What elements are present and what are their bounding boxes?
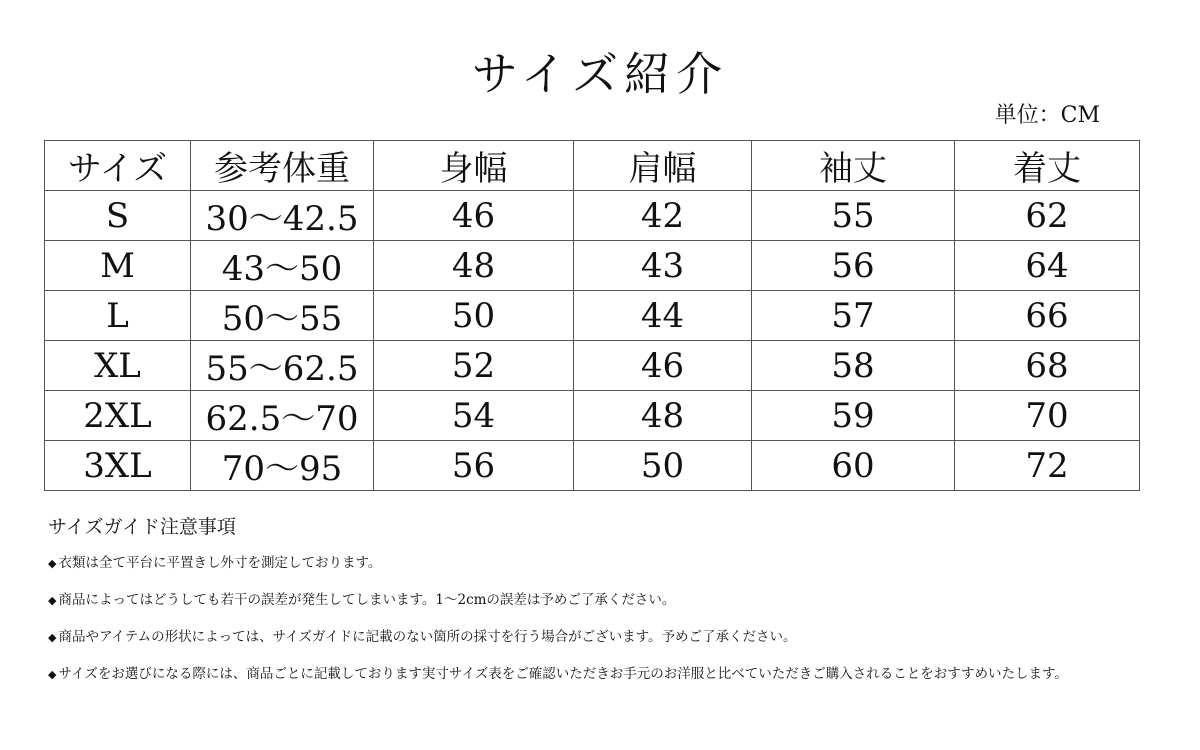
cell-sleeve-length: 57 xyxy=(752,291,955,341)
cell-sleeve-length: 58 xyxy=(752,341,955,391)
size-table xyxy=(44,140,1140,491)
diamond-bullet-icon: ◆ xyxy=(48,668,57,681)
header-total-length: 着丈 xyxy=(955,141,1140,191)
cell-weight: 70～95 xyxy=(191,441,374,491)
cell-sleeve-length: 59 xyxy=(752,391,955,441)
cell-body-width: 46 xyxy=(374,191,574,241)
cell-body-width: 54 xyxy=(374,391,574,441)
cell-total-length: 70 xyxy=(955,391,1140,441)
cell-sleeve-length: 56 xyxy=(752,241,955,291)
cell-weight: 55～62.5 xyxy=(191,341,374,391)
cell-total-length: 66 xyxy=(955,291,1140,341)
note-text: 商品やアイテムの形状によっては、サイズガイドに記載のない箇所の採寸を行う場合がございます。予めご了承ください。 xyxy=(58,629,797,645)
table-row xyxy=(45,391,1140,441)
cell-size: L xyxy=(45,291,191,341)
table-header-row xyxy=(45,141,1140,191)
cell-body-width: 48 xyxy=(374,241,574,291)
header-shoulder-width: 肩幅 xyxy=(574,141,752,191)
note-item xyxy=(48,553,1158,574)
note-text: 商品によってはどうしても若干の誤差が発生してしまいます。1～2cmの誤差は予めご了承ください。 xyxy=(58,592,676,608)
cell-size: M xyxy=(45,241,191,291)
cell-sleeve-length: 60 xyxy=(752,441,955,491)
cell-size: 2XL xyxy=(45,391,191,441)
size-guide-notes xyxy=(48,512,1158,701)
header-body-width: 身幅 xyxy=(374,141,574,191)
note-text: 衣類は全て平台に平置きし外寸を測定しております。 xyxy=(58,555,382,571)
table-row xyxy=(45,241,1140,291)
cell-shoulder-width: 50 xyxy=(574,441,752,491)
cell-weight: 62.5～70 xyxy=(191,391,374,441)
note-item xyxy=(48,664,1158,685)
table-row xyxy=(45,191,1140,241)
header-size: サイズ xyxy=(45,141,191,191)
cell-total-length: 68 xyxy=(955,341,1140,391)
cell-body-width: 52 xyxy=(374,341,574,391)
cell-size: 3XL xyxy=(45,441,191,491)
cell-body-width: 50 xyxy=(374,291,574,341)
cell-weight: 30～42.5 xyxy=(191,191,374,241)
cell-shoulder-width: 48 xyxy=(574,391,752,441)
cell-total-length: 64 xyxy=(955,241,1140,291)
cell-weight: 43～50 xyxy=(191,241,374,291)
cell-shoulder-width: 44 xyxy=(574,291,752,341)
cell-shoulder-width: 46 xyxy=(574,341,752,391)
note-text: サイズをお選びになる際には、商品ごとに記載しております実寸サイズ表をご確認いただきお手元のお洋服と比べていただきご購入されることをおすすめいたします。 xyxy=(58,666,1068,682)
header-weight: 参考体重 xyxy=(191,141,374,191)
note-item xyxy=(48,627,1158,648)
cell-size: XL xyxy=(45,341,191,391)
cell-size: S xyxy=(45,191,191,241)
cell-sleeve-length: 55 xyxy=(752,191,955,241)
header-sleeve-length: 袖丈 xyxy=(752,141,955,191)
diamond-bullet-icon: ◆ xyxy=(48,557,57,570)
note-item xyxy=(48,590,1158,611)
diamond-bullet-icon: ◆ xyxy=(48,594,57,607)
cell-total-length: 62 xyxy=(955,191,1140,241)
diamond-bullet-icon: ◆ xyxy=(48,631,57,644)
cell-weight: 50～55 xyxy=(191,291,374,341)
cell-total-length: 72 xyxy=(955,441,1140,491)
cell-shoulder-width: 43 xyxy=(574,241,752,291)
unit-label: 単位：CM xyxy=(994,103,1100,128)
page-title: サイズ紹介 xyxy=(471,47,729,101)
table-row xyxy=(45,341,1140,391)
table-row xyxy=(45,441,1140,491)
table-row xyxy=(45,291,1140,341)
cell-shoulder-width: 42 xyxy=(574,191,752,241)
cell-body-width: 56 xyxy=(374,441,574,491)
notes-heading: サイズガイド注意事項 xyxy=(48,516,236,538)
